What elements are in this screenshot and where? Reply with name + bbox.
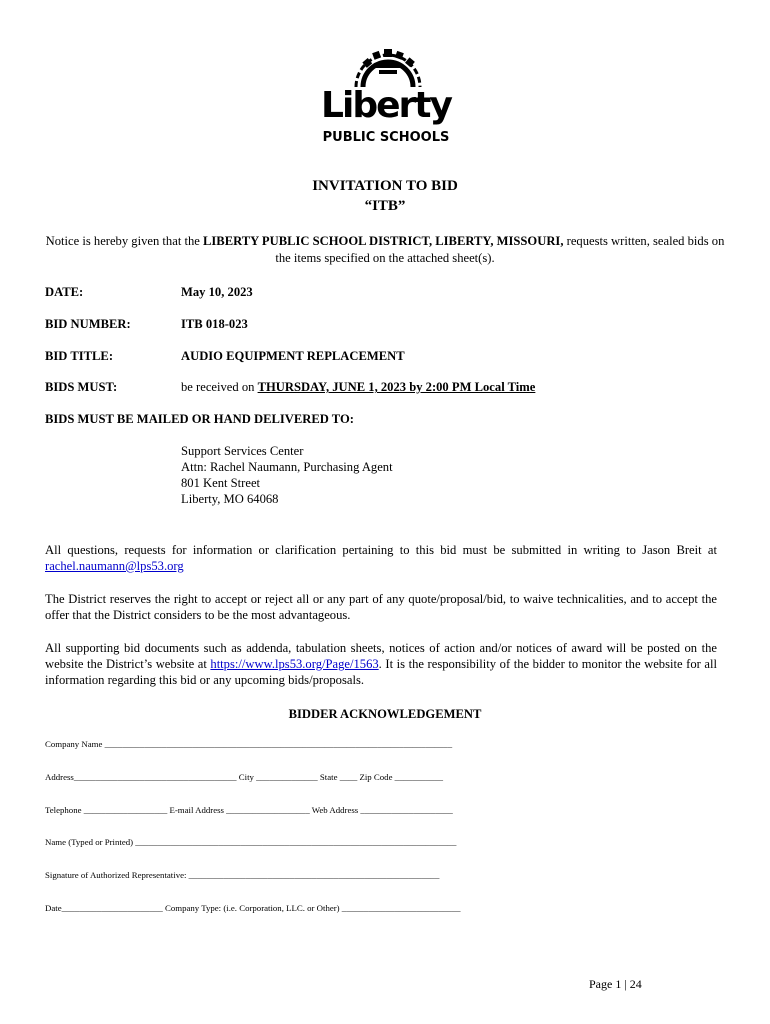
notice-paragraph	[45, 233, 725, 267]
reserves-paragraph: The District reserves the right to accept or reject all or any part of any quote/proposal/bid, to waive technicalities, and to accept the offer that the District considers to be the most advantageous.	[45, 592, 717, 622]
date-company-type-field[interactable]: Date_______________________ Company Type: (i.e. Corporation, LLC. or Other) ___________________________	[45, 903, 461, 913]
notice-district: LIBERTY PUBLIC SCHOOL DISTRICT, LIBERTY, MISSOURI,	[203, 234, 564, 248]
bids-deadline: THURSDAY, JUNE 1, 2023 by 2:00 PM Local Time	[257, 380, 536, 394]
questions-paragraph	[45, 542, 717, 574]
notice-text-pre: Notice is hereby given that the	[45, 234, 203, 248]
documents-paragraph	[45, 640, 717, 688]
address-line: Liberty, MO 64068	[181, 492, 279, 506]
bids-must-value	[181, 379, 535, 395]
bid-number-label: BID NUMBER:	[45, 317, 131, 331]
delivery-heading: BIDS MUST BE MAILED OR HAND DELIVERED TO:	[45, 412, 354, 426]
bid-number-value: ITB 018-023	[181, 317, 248, 331]
bid-title-label: BID TITLE:	[45, 349, 114, 363]
liberty-logo	[318, 45, 453, 150]
documents-text-pre: All supporting bid documents such as addenda, tabulation sheets, notices of action and/or notices of award will be posted on the website the District’s website at	[45, 641, 717, 671]
company-name-field[interactable]: Company Name _______________________________________________________________________________	[45, 739, 453, 749]
doc-title: INVITATION TO BID	[312, 178, 458, 194]
signature-field[interactable]: Signature of Authorized Representative: _________________________________________________________	[45, 870, 440, 880]
logo-subtitle: PUBLIC SCHOOLS	[322, 130, 450, 145]
bid-title-value: AUDIO EQUIPMENT REPLACEMENT	[181, 349, 405, 363]
address-line: Attn: Rachel Naumann, Purchasing Agent	[181, 460, 393, 474]
address-field[interactable]: Address_____________________________________ City ______________ State ____ Zip Code ___________	[45, 772, 444, 782]
delivery-address	[181, 443, 393, 507]
date-label: DATE:	[45, 285, 84, 299]
questions-text: All questions, requests for information or clarification pertaining to this bid must be submitted in writing to Jason Breit at	[45, 543, 717, 557]
logo-wordmark: Liberty	[321, 85, 451, 126]
page-number: Page 1 | 24	[589, 977, 642, 991]
documents-text-post: . It is the responsibility of the bidder to monitor the website for all information regarding this bid or any upcoming bids/proposals.	[45, 657, 717, 687]
bids-must-pre: be received on	[181, 380, 258, 394]
website-link[interactable]: https://www.lps53.org/Page/1563	[210, 657, 379, 671]
address-line: Support Services Center	[181, 444, 304, 458]
ack-title: BIDDER ACKNOWLEDGEMENT	[288, 707, 482, 721]
telephone-field[interactable]: Telephone ___________________ E-mail Address ___________________ Web Address _____________________	[45, 805, 453, 815]
contact-email-link[interactable]: rachel.naumann@lps53.org	[45, 559, 184, 573]
address-line: 801 Kent Street	[181, 476, 261, 490]
notice-text-post: requests written, sealed bids on the items specified on the attached sheet(s).	[275, 234, 725, 265]
doc-subtitle: “ITB”	[364, 198, 406, 214]
name-field[interactable]: Name (Typed or Printed) _________________________________________________________________________	[45, 837, 457, 847]
bids-must-label: BIDS MUST:	[45, 380, 118, 394]
date-value: May 10, 2023	[181, 285, 253, 299]
